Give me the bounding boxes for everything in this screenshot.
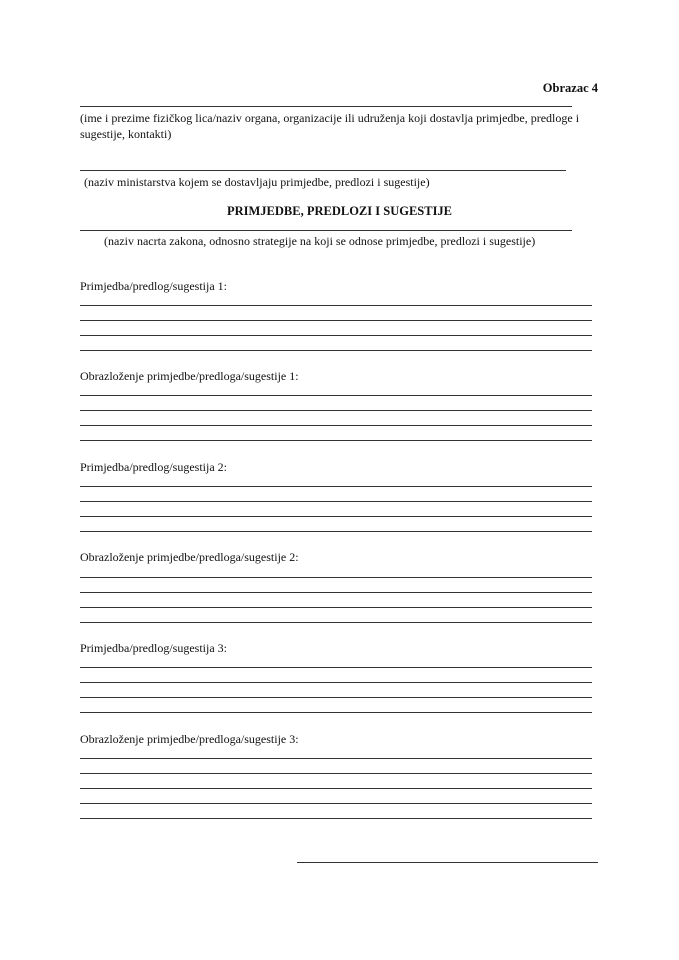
answer-line[interactable] — [80, 803, 592, 804]
answer-line[interactable] — [80, 592, 592, 593]
section-label-3: Primjedba/predlog/sugestija 2: — [80, 460, 227, 474]
answer-line[interactable] — [80, 516, 592, 517]
answer-line[interactable] — [80, 335, 592, 336]
answer-line[interactable] — [80, 320, 592, 321]
answer-line[interactable] — [80, 788, 592, 789]
answer-line[interactable] — [80, 607, 592, 608]
answer-line[interactable] — [80, 486, 592, 487]
answer-line[interactable] — [80, 531, 592, 532]
answer-line[interactable] — [80, 395, 592, 396]
ministry-note: (naziv ministarstva kojem se dostavljaju primjedbe, predlozi i sugestije) — [84, 175, 430, 189]
answer-line[interactable] — [80, 501, 592, 502]
answer-line[interactable] — [80, 667, 592, 668]
form-number: Obrazac 4 — [542, 81, 598, 95]
section-label-6: Obrazloženje primjedbe/predloga/sugestije 3: — [80, 732, 299, 746]
section-label-4: Obrazloženje primjedbe/predloga/sugestije 2: — [80, 550, 299, 564]
draft-note: (naziv nacrta zakona, odnosno strategije na koji se odnose primjedbe, predlozi i sugestije) — [104, 234, 536, 248]
answer-line[interactable] — [80, 773, 592, 774]
answer-line[interactable] — [80, 305, 592, 306]
section-label-1: Primjedba/predlog/sugestija 1: — [80, 279, 227, 293]
document-title: PRIMJEDBE, PREDLOZI I SUGESTIJE — [226, 204, 453, 218]
section-label-2: Obrazloženje primjedbe/predloga/sugestije 1: — [80, 369, 299, 383]
submitter-line[interactable] — [80, 106, 572, 107]
answer-line[interactable] — [80, 577, 592, 578]
answer-line[interactable] — [80, 622, 592, 623]
submitter-note: (ime i prezime fizičkog lica/naziv organa, organizacije ili udruženja koji dostavlja primjedbe, predloge i sugestije, kontakti) — [80, 111, 580, 141]
ministry-line[interactable] — [80, 170, 566, 171]
answer-line[interactable] — [80, 758, 592, 759]
answer-line[interactable] — [80, 350, 592, 351]
section-label-5: Primjedba/predlog/sugestija 3: — [80, 641, 227, 655]
answer-line[interactable] — [80, 697, 592, 698]
answer-line[interactable] — [80, 682, 592, 683]
answer-line[interactable] — [80, 712, 592, 713]
answer-line[interactable] — [80, 410, 592, 411]
answer-line[interactable] — [80, 818, 592, 819]
answer-line[interactable] — [80, 425, 592, 426]
signature-line[interactable] — [297, 862, 598, 863]
answer-line[interactable] — [80, 440, 592, 441]
draft-line[interactable] — [80, 230, 572, 231]
